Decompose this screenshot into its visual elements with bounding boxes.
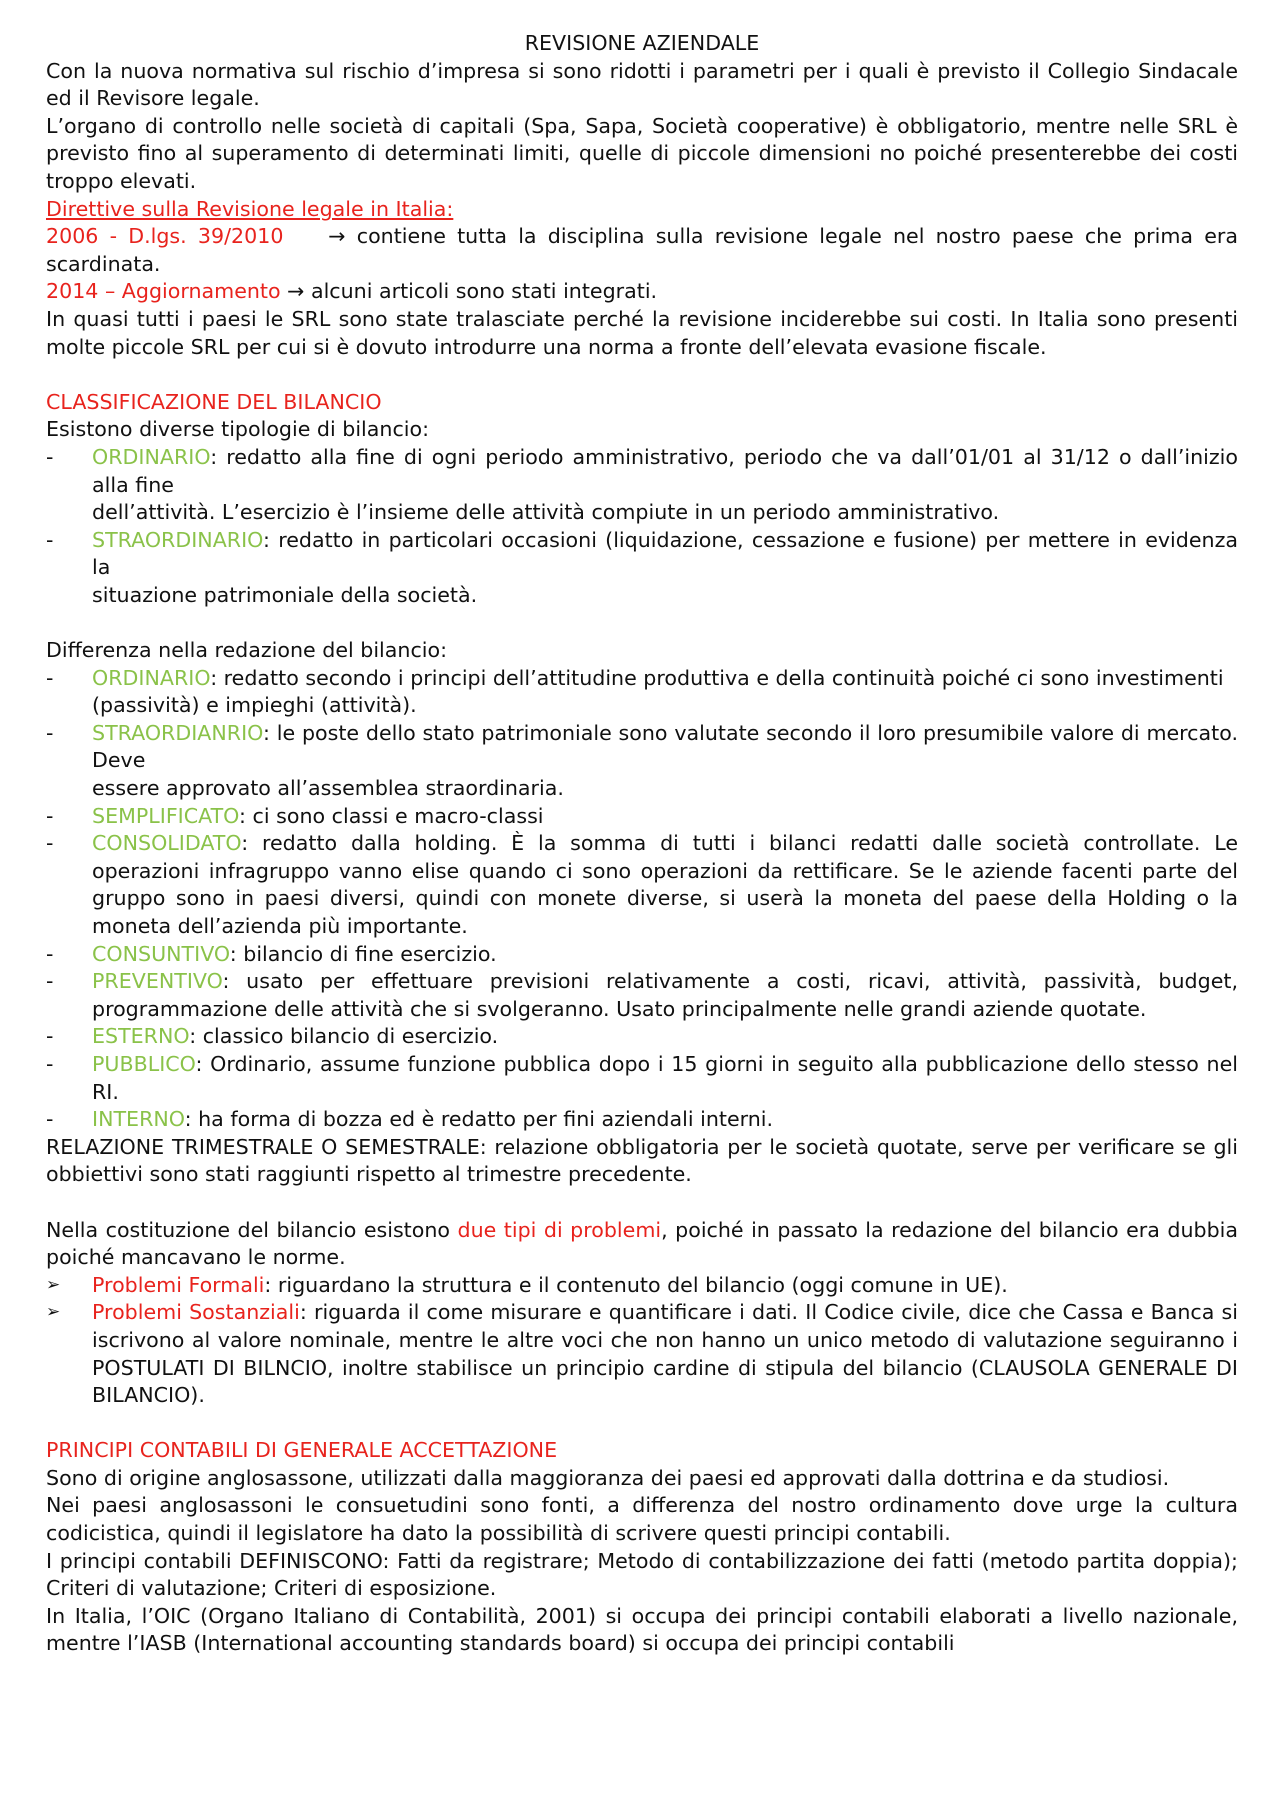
arrow-right-icon: → [287, 279, 305, 304]
item-text: : ci sono classi e macro-classi [239, 803, 544, 828]
item-text: : usato per effettuare previsioni relativamente a costi, ricavi, attività, passività, budget, programmazione delle attività che si svolgeranno. Usato principalmente nelle grandi aziende quotate. [92, 969, 1238, 1021]
principi-paragraph-4: In Italia, l’OIC (Organo Italiano di Contabilità, 2001) si occupa dei principi contabili elaborati a livello nazionale, mentre l’IASB (International accounting standards board) si occupa dei principi contabili [46, 1603, 1238, 1656]
list-item [46, 1272, 1238, 1300]
item-text: : redatto alla fine di ogni periodo amministrativo, periodo che va dall’01/01 al 31/12 o dall’inizio alla fine [92, 444, 1238, 497]
item-text: : Ordinario, assume funzione pubblica dopo i 15 giorni in seguito alla pubblicazione dello stesso nel RI. [92, 1051, 1238, 1104]
list-item [46, 968, 1238, 1023]
list-item [46, 1023, 1238, 1051]
directive-2006 [46, 223, 1238, 278]
directive-2014-text: alcuni articoli sono stati integrati. [310, 279, 658, 304]
item-text: : riguarda il come misurare e quantificare i dati. Il Codice civile, dice che Cassa e Banca si iscrivono al valore nominale, mentre le altre voci che non hanno un unico metodo di valutazione seguiranno i POSTULATI DI BILNCIO, inoltre stabilisce un principio cardine di stipula del bilancio (CLAUSOLA GENERALE DI BILANCIO). [92, 1300, 1238, 1408]
item-text: : ha forma di bozza ed è redatto per fini aziendali interni. [184, 1107, 774, 1132]
list-item [46, 1106, 1238, 1134]
dash-bullet: - [46, 941, 54, 966]
intro-paragraph-1: Con la nuova normativa sul rischio d’impresa si sono ridotti i parametri per i quali è previsto il Collegio Sindacale ed il Revisore legale. [46, 58, 1238, 111]
item-text: : riguardano la struttura e il contenuto del bilancio (oggi comune in UE). [264, 1272, 1008, 1297]
list-item [46, 1051, 1238, 1106]
list-item [46, 527, 1238, 610]
dash-bullet: - [46, 1024, 54, 1049]
item-continuation: dell’attività. L’esercizio è l’insieme delle attività compiute in un periodo amministrativo. [92, 500, 1000, 525]
dash-bullet: - [46, 1107, 54, 1132]
directive-2014 [46, 278, 1238, 306]
item-text: : redatto in particolari occasioni (liquidazione, cessazione e fusione) per mettere in evidenza la [92, 527, 1238, 580]
arrow-bullet-icon: ➢ [46, 1302, 61, 1323]
item-label: ESTERNO [92, 1024, 190, 1049]
item-label: ORDINARIO [92, 444, 211, 469]
item-label: CONSUNTIVO [92, 941, 230, 966]
arrow-bullet-icon: ➢ [46, 1274, 61, 1295]
item-label: STRAORDIANRIO [92, 720, 264, 745]
item-label: INTERNO [92, 1107, 185, 1132]
dash-bullet: - [46, 969, 54, 994]
principi-paragraph-2: Nei paesi anglosassoni le consuetudini sono fonti, a differenza del nostro ordinamento dove urge la cultura codicistica, quindi il legislatore ha dato la possibilità di scrivere questi principi contabili. [46, 1493, 1238, 1546]
directive-2014-label: 2014 – Aggiornamento [46, 279, 281, 304]
directive-2006-label: 2006 - D.lgs. 39/2010 [46, 224, 284, 249]
list-item [46, 803, 1238, 831]
list-item [46, 941, 1238, 969]
intro-paragraph-2: L’organo di controllo nelle società di capitali (Spa, Sapa, Società cooperative) è obbligatorio, mentre nelle SRL è previsto fino al superamento di determinati limiti, quelle di piccole dimensioni no poiché presenterebbe dei costi troppo elevati. [46, 113, 1238, 193]
problemi-lead-b: , poiché in passato la redazione del bilancio era dubbia poiché mancavano le norme. [46, 1217, 1238, 1270]
item-label: SEMPLIFICATO [92, 803, 240, 828]
item-text: : redatto secondo i principi dell’attitudine produttiva e della continuità poiché ci sono investimenti [210, 665, 1224, 690]
directive-2006-text: contiene tutta la disciplina sulla revisione legale nel nostro paese che prima era scardinata. [46, 224, 1238, 276]
dash-bullet: - [46, 1051, 54, 1076]
page-title: REVISIONE AZIENDALE [524, 31, 760, 55]
list-item [46, 444, 1238, 527]
problemi-lead [46, 1217, 1238, 1272]
list-item [46, 830, 1238, 940]
list-item [46, 1299, 1238, 1409]
item-continuation: situazione patrimoniale della società. [92, 582, 478, 607]
list-item [46, 720, 1238, 803]
item-label: Problemi Sostanziali [92, 1300, 300, 1325]
section-heading-classificazione: CLASSIFICAZIONE DEL BILANCIO [46, 389, 382, 414]
dash-bullet: - [46, 444, 54, 469]
item-continuation: (passività) e impieghi (attività). [92, 693, 417, 718]
dash-bullet: - [46, 803, 54, 828]
item-label: PREVENTIVO [92, 969, 223, 994]
document-page [46, 30, 1238, 1658]
item-label: Problemi Formali [92, 1272, 265, 1297]
item-text: : le poste dello stato patrimoniale sono valutate secondo il loro presumibile valore di mercato. Deve [92, 720, 1238, 773]
principi-paragraph-1: Sono di origine anglosassone, utilizzati dalla maggioranza dei paesi ed approvati dalla dottrina e da studiosi. [46, 1465, 1170, 1490]
dash-bullet: - [46, 831, 54, 856]
item-label: ORDINARIO [92, 665, 211, 690]
problemi-lead-highlight: due tipi di problemi [457, 1217, 662, 1242]
dash-bullet: - [46, 527, 54, 552]
item-label: PUBBLICO [92, 1051, 196, 1076]
problemi-lead-a: Nella costituzione del bilancio esistono [46, 1217, 458, 1242]
classificazione-lead: Esistono diverse tipologie di bilancio: [46, 417, 430, 442]
section-heading-principi: PRINCIPI CONTABILI DI GENERALE ACCETTAZIONE [46, 1438, 558, 1463]
dash-bullet: - [46, 720, 54, 745]
dash-bullet: - [46, 665, 54, 690]
principi-paragraph-3: I principi contabili DEFINISCONO: Fatti da registrare; Metodo di contabilizzazione dei fatti (metodo partita doppia); Criteri di valutazione; Criteri di esposizione. [46, 1548, 1238, 1601]
directives-heading: Direttive sulla Revisione legale in Italia: [46, 196, 454, 221]
item-text: : redatto dalla holding. È la somma di tutti i bilanci redatti dalle società controllate. Le operazioni infragruppo vanno elise quando ci sono operazioni da rettificare. Se le aziende facenti parte del gruppo sono in paesi diversi, quindi con monete diverse, si userà la moneta del paese della Holding o la moneta dell’azienda più importante. [92, 831, 1238, 938]
item-text: : classico bilancio di esercizio. [189, 1024, 499, 1049]
arrow-right-icon: → [328, 224, 346, 249]
relazione-paragraph: RELAZIONE TRIMESTRALE O SEMESTRALE: relazione obbligatoria per le società quotate, serve per verificare se gli obbiettivi sono stati raggiunti rispetto al trimestre precedente. [46, 1134, 1238, 1187]
item-label: STRAORDINARIO [92, 527, 264, 552]
item-continuation: essere approvato all’assemblea straordinaria. [92, 776, 564, 801]
intro-paragraph-3: In quasi tutti i paesi le SRL sono state tralasciate perché la revisione inciderebbe sui costi. In Italia sono presenti molte piccole SRL per cui si è dovuto introdurre una norma a fronte dell’elevata evasione fiscale. [46, 306, 1238, 359]
list-item [46, 665, 1238, 720]
differenza-lead: Differenza nella redazione del bilancio: [46, 638, 448, 663]
item-label: CONSOLIDATO [92, 831, 242, 856]
item-text: : bilancio di fine esercizio. [229, 941, 497, 966]
